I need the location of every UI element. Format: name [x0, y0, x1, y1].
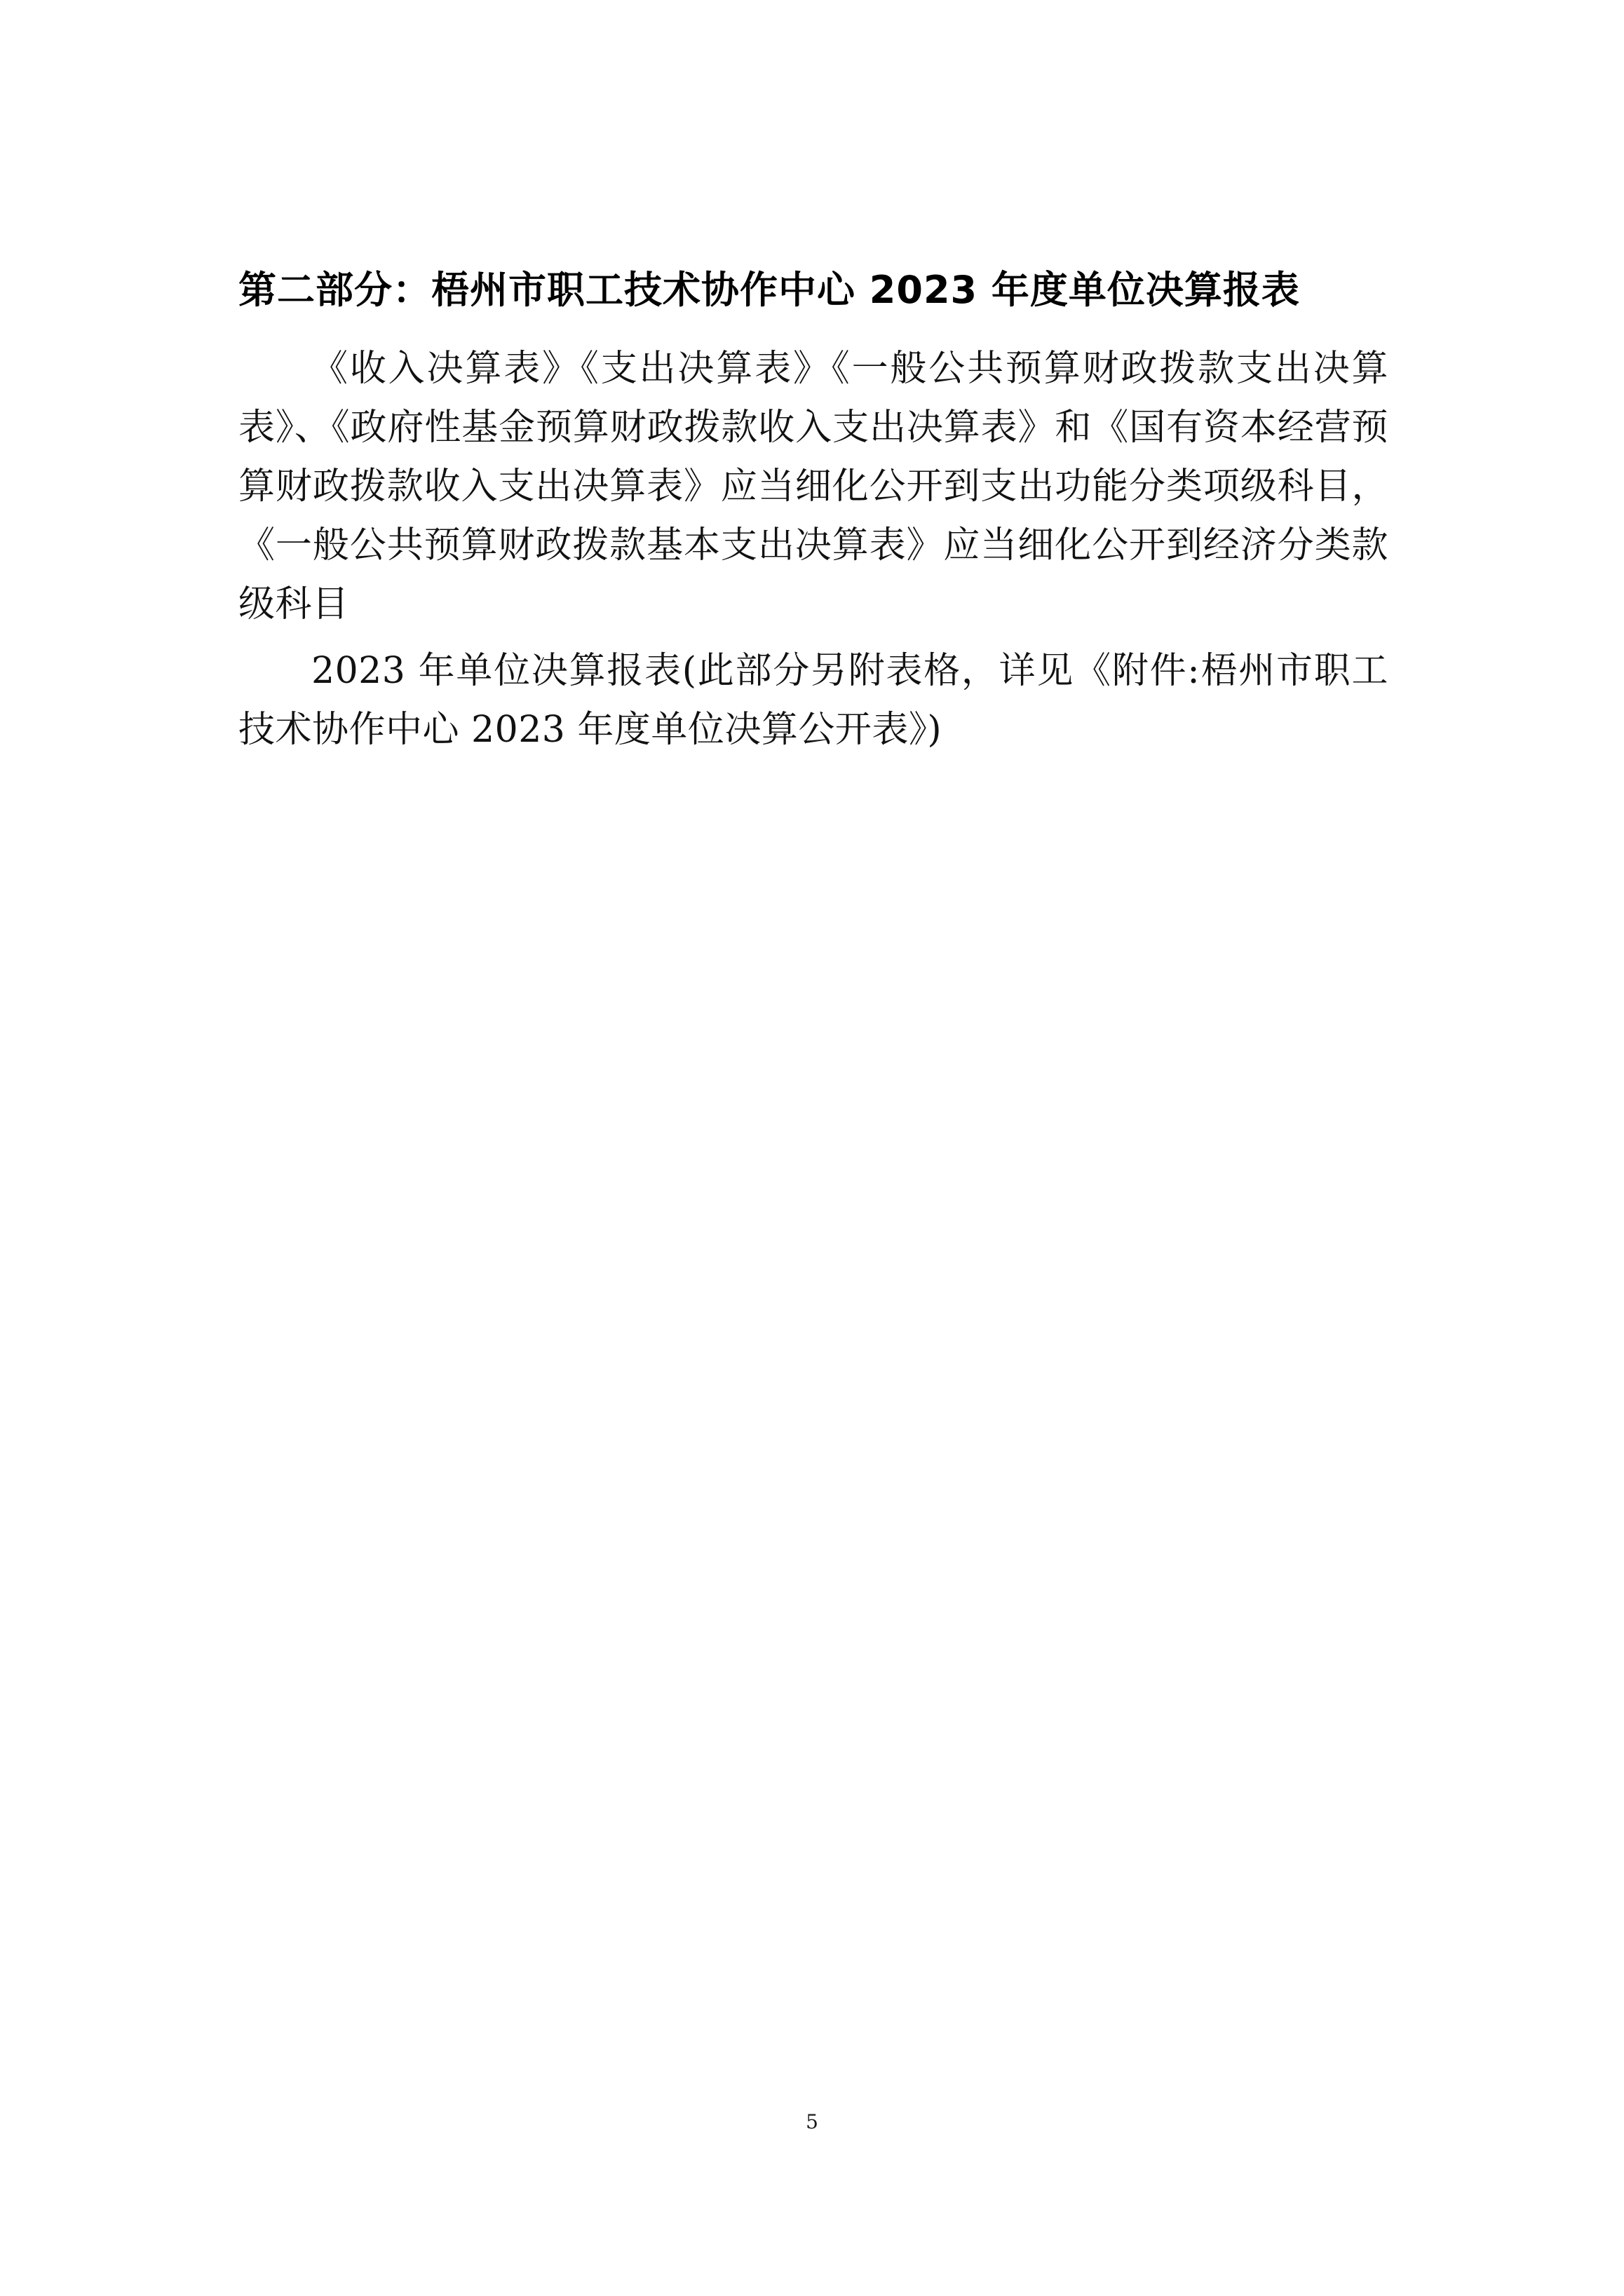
page-number: 5 — [806, 2110, 818, 2133]
paragraph-attachment-note: 2023 年单位决算报表(此部分另附表格，详见《附件:梧州市职工技术协作中心 2023 年度单位决算公开表》) — [238, 649, 1388, 751]
page-title: 第二部分：梧州市职工技术协作中心 2023 年度单位决算报表 — [238, 268, 1300, 312]
paragraph-report-tables: 《收入决算表》《支出决算表》《一般公共预算财政拨款支出决算表》、《政府性基金预算财政拨款收入支出决算表》和《国有资本经营预算财政拨款收入支出决算表》应当细化公开到支出功能分类项级科目，《一般公共预算财政拨款基本支出决算表》应当细化公开到经济分类款级科目 — [238, 347, 1388, 626]
document-body — [238, 266, 1388, 763]
